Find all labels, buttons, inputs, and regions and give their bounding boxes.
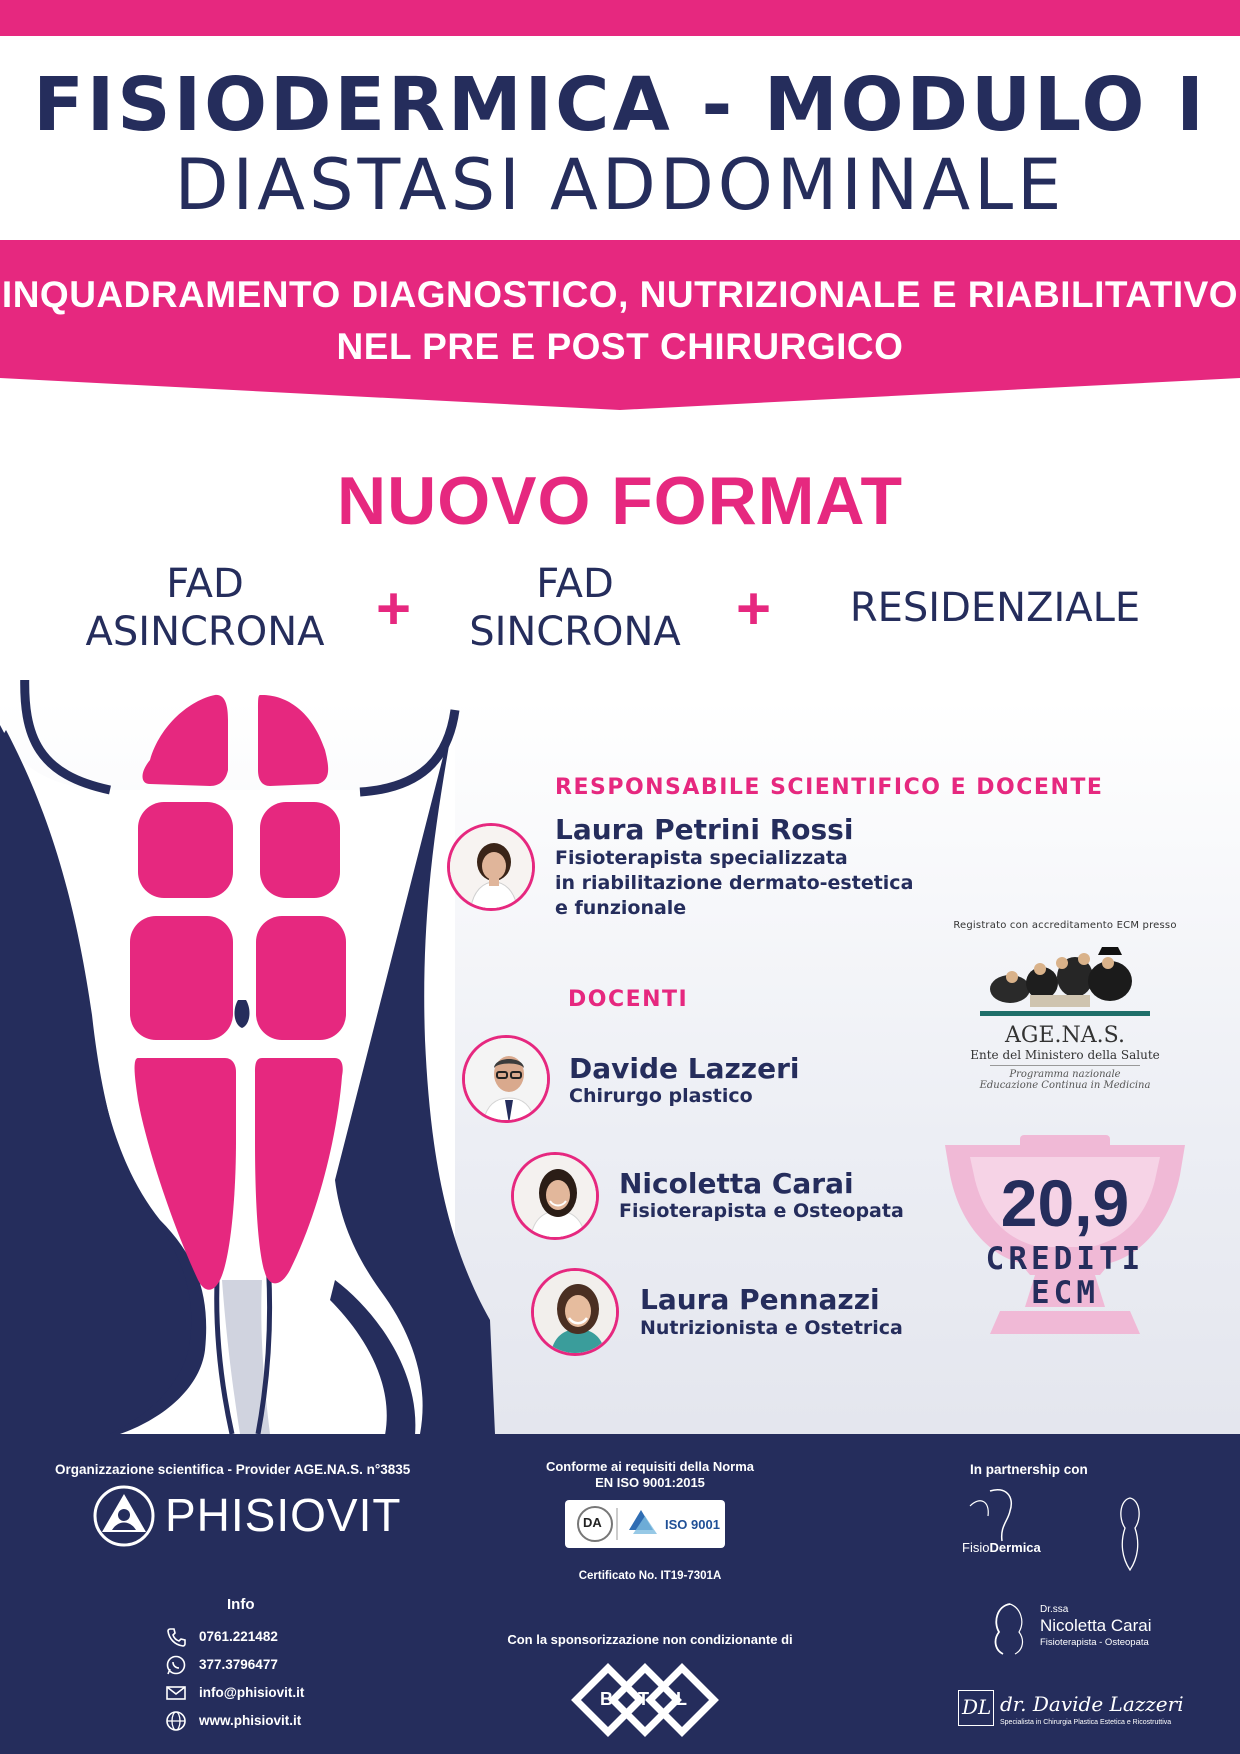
avatar-laura-pennazzi: [531, 1268, 619, 1356]
agenas-program-line-2: Educazione Continua in Medicina: [979, 1080, 1151, 1091]
partner-label: In partnership con: [970, 1462, 1088, 1477]
nicoletta-carai-logo-name: Nicoletta Carai: [1040, 1616, 1152, 1635]
avatar-laura-petrini-rossi: [447, 823, 535, 911]
iso-certification-badge: [565, 1500, 725, 1548]
female-silhouette-logo-icon: [1100, 1488, 1160, 1572]
certificate-label: Certificato No. IT19-7301A: [578, 1570, 722, 1582]
nicoletta-carai-logo-icon: [985, 1600, 1035, 1656]
format-fad-asincrona: [60, 560, 350, 656]
docente-name-3: Laura Pennazzi: [640, 1283, 880, 1316]
btl-letter: L: [676, 1689, 687, 1709]
docente-role-1: Chirurgo plastico: [569, 1085, 753, 1107]
contact-website-text: www.phisiovit.it: [199, 1713, 302, 1728]
davide-lazzeri-logo-name: dr. Davide Lazzeri: [1000, 1692, 1184, 1716]
contact-phone-text: 0761.221482: [199, 1629, 278, 1644]
format-item-line: SINCRONA: [469, 609, 681, 655]
subtitle-band: [0, 240, 1240, 410]
agenas-accreditation: [950, 920, 1180, 1100]
format-item-line: FAD: [536, 561, 614, 607]
format-item-line: ASINCRONA: [85, 609, 325, 655]
subtitle-band-shape: [0, 240, 1240, 410]
format-heading: NUOVO FORMAT: [336, 463, 904, 539]
format-item-line: FAD: [166, 561, 244, 607]
title-main: FISIODERMICA - MODULO I: [33, 62, 1207, 148]
credits-label: [940, 1242, 1190, 1310]
sponsor-label: Con la sponsorizzazione non condizionante di: [507, 1632, 793, 1647]
subtitle-line-2: NEL PRE E POST CHIRURGICO: [336, 326, 904, 367]
fisiodermica-light: Fisio: [962, 1540, 990, 1555]
agenas-name: AGE.NA.S.: [1005, 1023, 1125, 1048]
fisiodermica-logo: [962, 1540, 1041, 1555]
btl-sponsor-logo: [570, 1662, 720, 1740]
agenas-painting-logo: [980, 937, 1150, 1017]
monogram-text: DL: [962, 1695, 992, 1719]
fisiodermica-bold: Dermica: [989, 1540, 1041, 1555]
docente-name-1: Davide Lazzeri: [569, 1052, 800, 1085]
norma-line-2: EN ISO 9001:2015: [595, 1475, 705, 1490]
docente-role-2: Fisioterapista e Osteopata: [619, 1200, 904, 1222]
top-stripe: [0, 0, 1240, 36]
avatar-nicoletta-carai: [511, 1152, 599, 1240]
phisiovit-logo-icon: [92, 1484, 156, 1548]
title-block: [0, 36, 1240, 241]
responsabile-role: [555, 846, 913, 921]
contact-email-text: info@phisiovit.it: [199, 1685, 305, 1700]
footer: [0, 1434, 1240, 1754]
docente-name-2: Nicoletta Carai: [619, 1167, 854, 1200]
docente-role-3: Nutrizionista e Ostetrica: [640, 1317, 903, 1339]
credits-label-line: ECM: [1031, 1275, 1099, 1311]
responsabile-name: Laura Petrini Rossi: [555, 813, 854, 846]
davide-lazzeri-logo-role: Specialista in Chirurgia Plastica Estetica e Ricostruttiva: [1000, 1719, 1172, 1726]
role-line: Fisioterapista specializzata: [555, 847, 848, 869]
role-line: in riabilitazione dermato-estetica: [555, 872, 914, 894]
phone-icon: [165, 1626, 187, 1648]
globe-icon: [165, 1710, 187, 1732]
phisiovit-wordmark: PHISIOVIT: [165, 1489, 402, 1541]
role-line: e funzionale: [555, 897, 687, 919]
format-item-line: RESIDENZIALE: [849, 585, 1141, 631]
nicoletta-carai-prefix: Dr.ssa: [1040, 1604, 1069, 1615]
plus-icon: +: [736, 575, 772, 642]
whatsapp-icon: [165, 1654, 187, 1676]
credits-label-line: CREDITI: [985, 1241, 1145, 1277]
credits-value: 20,9: [1000, 1166, 1130, 1240]
agenas-program-line-1: Programma nazionale: [1009, 1069, 1121, 1080]
title-secondary: DIASTASI ADDOMINALE: [174, 144, 1066, 226]
abdomen-illustration: [0, 680, 520, 1434]
agenas-divider: [990, 1065, 1140, 1066]
email-icon: [165, 1682, 187, 1704]
responsabile-label: RESPONSABILE SCIENTIFICO E DOCENTE: [555, 775, 1104, 800]
format-residenziale: [840, 584, 1150, 632]
subtitle-line-1: INQUADRAMENTO DIAGNOSTICO, NUTRIZIONALE E RIABILITATIVO: [1, 274, 1239, 315]
format-fad-sincrona: [440, 560, 710, 656]
org-label: Organizzazione scientifica - Provider AGE.NA.S. n°3835: [55, 1462, 411, 1477]
agenas-subtitle: Ente del Ministero della Salute: [970, 1048, 1160, 1062]
btl-letter: T: [638, 1689, 649, 1709]
iso-badge-right: ISO 9001: [665, 1517, 720, 1532]
docenti-label: DOCENTI: [568, 987, 689, 1012]
avatar-davide-lazzeri: [462, 1035, 550, 1123]
contact-whatsapp-text: 377.3796477: [199, 1657, 278, 1672]
davide-lazzeri-monogram: [958, 1690, 994, 1726]
plus-icon: +: [376, 575, 412, 642]
iso-badge-left: DA: [583, 1515, 602, 1530]
agenas-registered-text: Registrato con accreditamento ECM presso: [953, 920, 1177, 931]
nicoletta-carai-logo-role: Fisioterapista - Osteopata: [1040, 1637, 1149, 1648]
btl-letter: B: [600, 1689, 613, 1709]
norma-line-1: Conforme ai requisiti della Norma: [545, 1459, 755, 1474]
info-label: Info: [227, 1596, 255, 1613]
